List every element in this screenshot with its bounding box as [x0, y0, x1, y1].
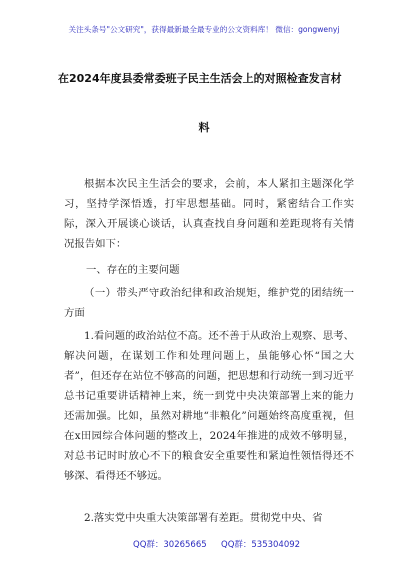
paragraph-intro-block — [64, 174, 354, 254]
header-promo-note: 关注头条号"公文研究"，获得最新最全最专业的公文资料库！ 微信：gongwenyj — [68, 25, 340, 34]
footer-qq-group-2: QQ群：535304092 — [221, 540, 301, 550]
section-heading: 一、存在的主要问题 — [86, 264, 180, 276]
section-heading-block — [64, 260, 354, 280]
paragraph-intro: 根据本次民主生活会的要求，会前，本人紧扣主题深化学习，坚持学深悟透，打牢思想基础。同时，紧密结合工作实际，深入开展谈心谈话，认真查找自身问题和差距现将有关情况报告如下： — [64, 178, 354, 250]
item-2-text: 2.落实党中央重大决策部署有差距。贯彻党中央、省 — [84, 512, 323, 524]
item-1-block — [64, 326, 354, 486]
subsection-heading-block — [64, 283, 354, 323]
document-title-line-1: 在2024年度县委常委班子民主生活会上的对照检查发言材 — [58, 72, 342, 85]
document-title-line-2: 料 — [198, 121, 210, 134]
subsection-heading: （一）带头严守政治纪律和政治规矩，维护党的团结统一方面 — [64, 287, 354, 319]
item-1-text: 1.看问题的政治站位不高。还不善于从政治上观察、思考、解决问题，在谋划工作和处理问题上，虽能够心怀“国之大者”，但还存在站位不够高的问题，把思想和行动统一到习近平总书记重要讲话精神上来，统一到党中央决策部署上来的能力还需加强。比如，虽然对耕地“非粮化”问题始终高度重视，但在x田园综合体问题的整改上，2024年推进的成效不够明显，对总书记时时放心不下的粮食安全重要性和紧迫性领悟得还不够深、看得还不够远。 — [64, 330, 354, 482]
footer-qq-group-1: QQ群：30265665 — [133, 540, 207, 550]
item-2-block — [64, 508, 354, 528]
